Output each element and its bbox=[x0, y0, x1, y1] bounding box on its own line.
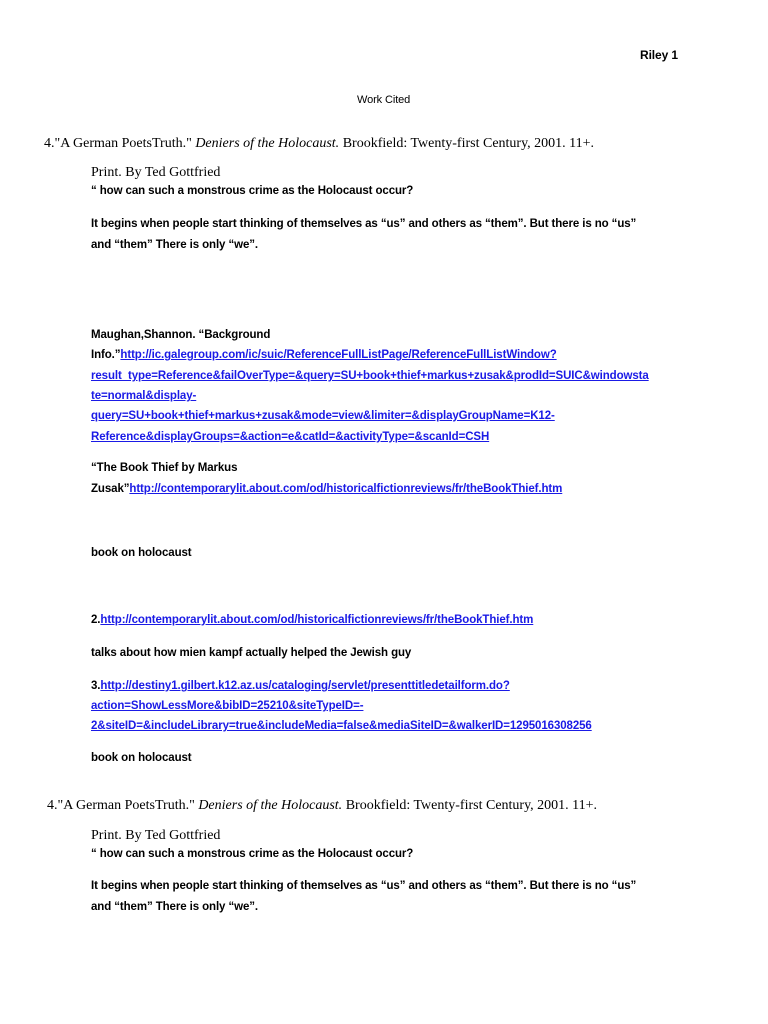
citation-6 bbox=[47, 798, 597, 814]
citation-2-link-line-1[interactable]: http://ic.galegroup.com/ic/suic/ReferenceFullListPage/ReferenceFullListWindow? bbox=[120, 349, 557, 361]
citation-3-link-row bbox=[91, 483, 562, 495]
citation-1-note-line-1: It begins when people start thinking of themselves as “us” and others as “them”. But there is no “us” bbox=[91, 218, 637, 230]
citation-5-row bbox=[91, 680, 510, 692]
citation-1 bbox=[44, 136, 594, 152]
running-head: Riley 1 bbox=[640, 48, 678, 62]
citation-5-link-line-3[interactable]: 2&siteID=&includeLibrary=true&includeMedia=false&mediaSiteID=&walkerID=1295016308256 bbox=[91, 720, 592, 732]
citation-1-note-line-2: and “them” There is only “we”. bbox=[91, 239, 258, 251]
citation-4-note: talks about how mien kampf actually helped the Jewish guy bbox=[91, 647, 412, 659]
citation-1-suffix: Brookfield: Twenty-first Century, 2001. 11+. bbox=[339, 136, 595, 151]
citation-2-link-line-2[interactable]: result_type=Reference&failOverType=&query=SU+book+thief+markus+zusak&prodId=SUIC&windowsta bbox=[91, 370, 649, 382]
citation-2-link-line-4[interactable]: query=SU+book+thief+markus+zusak&mode=view&limiter=&displayGroupName=K12- bbox=[91, 410, 555, 422]
citation-4-link[interactable]: http://contemporarylit.about.com/od/historicalfictionreviews/fr/theBookThief.htm bbox=[100, 614, 534, 626]
citation-2-info-prefix: Info.” bbox=[91, 349, 121, 361]
citation-6-note-line-1: It begins when people start thinking of themselves as “us” and others as “them”. But there is no “us” bbox=[91, 880, 637, 892]
citation-1-book-title: Deniers of the Holocaust. bbox=[195, 136, 340, 151]
citation-3-link[interactable]: http://contemporarylit.about.com/od/historicalfictionreviews/fr/theBookThief.htm bbox=[129, 483, 563, 495]
citation-6-note-line-2: and “them” There is only “we”. bbox=[91, 901, 258, 913]
citation-3-note: book on holocaust bbox=[91, 547, 192, 559]
citation-6-suffix: Brookfield: Twenty-first Century, 2001. 11+. bbox=[342, 798, 598, 813]
citation-4-number: 2. bbox=[91, 614, 101, 626]
citation-2-link-line-3[interactable]: te=normal&display- bbox=[91, 390, 197, 402]
citation-6-prefix: 4."A German PoetsTruth." bbox=[47, 798, 199, 813]
citation-6-print-by: Print. By Ted Gottfried bbox=[91, 828, 221, 843]
citation-1-print-by: Print. By Ted Gottfried bbox=[91, 165, 221, 180]
citation-5-link-line-2[interactable]: action=ShowLessMore&bibID=25210&siteTypeID=- bbox=[91, 700, 364, 712]
citation-2-author: Maughan,Shannon. “Background bbox=[91, 329, 271, 341]
citation-6-book-title: Deniers of the Holocaust. bbox=[198, 798, 343, 813]
citation-6-question: “ how can such a monstrous crime as the Holocaust occur? bbox=[91, 848, 414, 860]
page-title: Work Cited bbox=[357, 94, 411, 106]
citation-3-title: “The Book Thief by Markus bbox=[91, 462, 238, 474]
citation-2-link-line-5[interactable]: Reference&displayGroups=&action=e&catId=&activityType=&scanId=CSH bbox=[91, 431, 490, 443]
citation-5-note: book on holocaust bbox=[91, 752, 192, 764]
citation-3-author-prefix: Zusak” bbox=[91, 483, 130, 495]
citation-5-number: 3. bbox=[91, 680, 101, 692]
citation-4-row bbox=[91, 614, 533, 626]
citation-2-link-line-1-row bbox=[91, 349, 557, 361]
citation-1-question: “ how can such a monstrous crime as the Holocaust occur? bbox=[91, 185, 414, 197]
citation-1-prefix: 4."A German PoetsTruth." bbox=[44, 136, 196, 151]
citation-5-link-line-1[interactable]: http://destiny1.gilbert.k12.az.us/cataloging/servlet/presenttitledetailform.do? bbox=[100, 680, 510, 692]
